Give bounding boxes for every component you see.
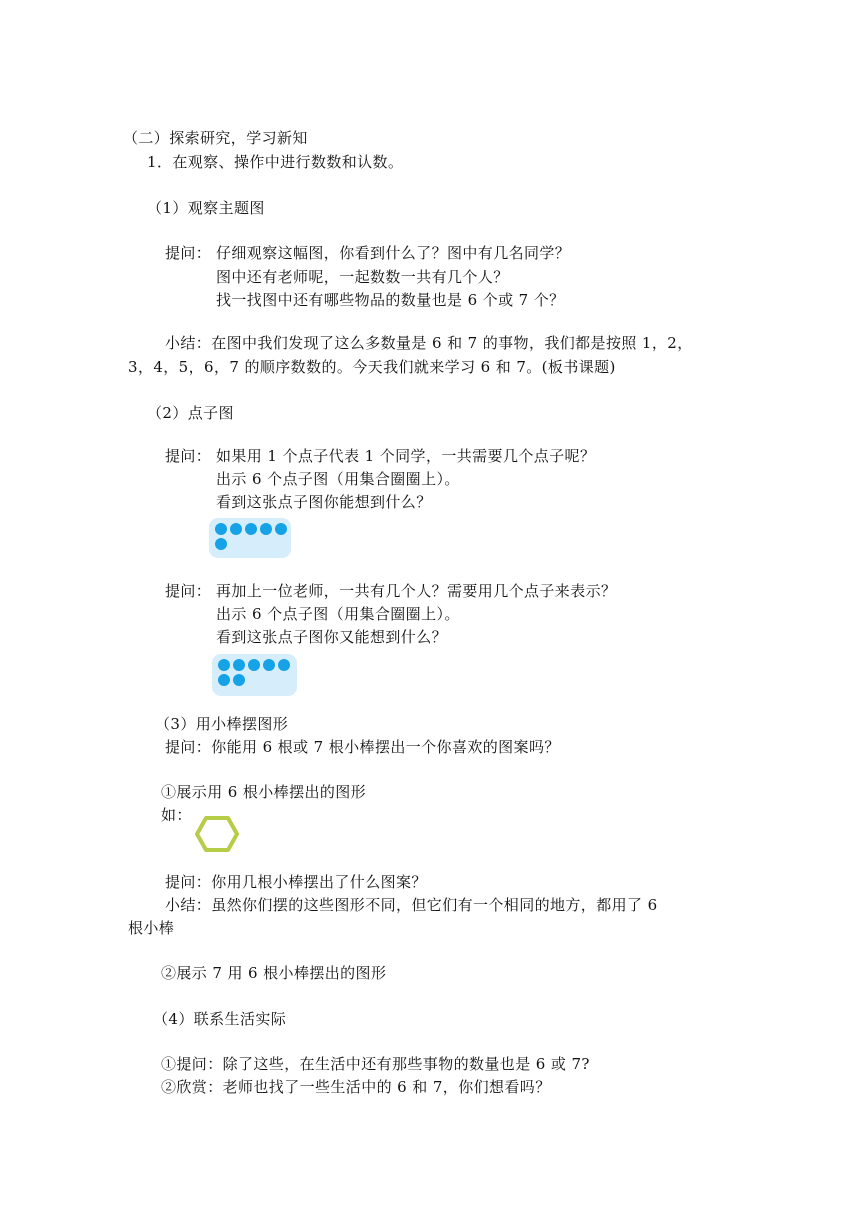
part3-example-label: 如： (161, 806, 192, 824)
part2-title: （2）点子图 (147, 404, 234, 422)
part2-question-b3: 看到这张点子图你又能想到什么？ (216, 628, 448, 646)
part2-question-b2: 出示 6 个点子图（用集合圈圈上）。 (216, 605, 460, 623)
dot (260, 523, 272, 535)
dot (248, 659, 260, 671)
part2-question-label-b: 提问： (165, 582, 212, 600)
dot (278, 659, 290, 671)
dot-set-seven (212, 654, 297, 696)
part3-summary-line1: 小结：虽然你们摆的这些图形不同，但它们有一个相同的地方，都用了 6 (165, 896, 658, 914)
part3-title: （3）用小棒摆图形 (155, 715, 289, 733)
part1-question-2: 图中还有老师呢，一起数数一共有几个人？ (216, 268, 509, 286)
part3-question-2: 提问：你用几根小棒摆出了什么图案？ (165, 873, 427, 891)
section-heading: （二）探索研究，学习新知 (123, 129, 308, 147)
dot (218, 674, 230, 686)
part4-item-2: ②欣赏：老师也找了一些生活中的 6 和 7，你们想看吗？ (161, 1078, 551, 1096)
part2-question-label-a: 提问： (165, 447, 212, 465)
dot-set-six (209, 518, 291, 558)
dot (215, 523, 227, 535)
part1-title: （1）观察主题图 (147, 199, 265, 217)
dot (218, 659, 230, 671)
part1-question-1: 仔细观察这幅图，你看到什么了？图中有几名同学？ (216, 244, 571, 262)
part4-item-1: ①提问：除了这些，在生活中还有那些事物的数量也是 6 或 7? (161, 1055, 590, 1073)
dot (233, 659, 245, 671)
dot (230, 523, 242, 535)
step-1-text: 1．在观察、操作中进行数数和认数。 (147, 153, 404, 171)
hexagon-outline (197, 818, 237, 850)
part1-summary-line1: 小结：在图中我们发现了这么多数量是 6 和 7 的事物，我们都是按照 1，2， (165, 334, 693, 352)
part2-question-a2: 出示 6 个点子图（用集合圈圈上）。 (216, 470, 460, 488)
part2-question-b1: 再加上一位老师，一共有几个人？需要用几个点子来表示？ (216, 582, 617, 600)
part3-show-seven: ②展示 7 用 6 根小棒摆出的图形 (161, 964, 387, 982)
part4-title: （4）联系生活实际 (153, 1010, 287, 1028)
part3-summary-line2: 根小棒 (128, 919, 175, 937)
dot (215, 538, 227, 550)
part2-question-a1: 如果用 1 个点子代表 1 个同学，一共需要几个点子呢？ (216, 447, 596, 465)
part1-summary-line2: 3，4，5，6，7 的顺序数数的。今天我们就来学习 6 和 7。(板书课题) (128, 358, 616, 376)
part1-question-3: 找一找图中还有哪些物品的数量也是 6 个或 7 个？ (216, 291, 565, 309)
hexagon-icon (195, 815, 239, 853)
part3-show-six: ①展示用 6 根小棒摆出的图形 (161, 783, 367, 801)
part1-question-label: 提问： (165, 244, 212, 262)
dot (233, 674, 245, 686)
dot (245, 523, 257, 535)
dot (263, 659, 275, 671)
part3-question-1: 提问：你能用 6 根或 7 根小棒摆出一个你喜欢的图案吗？ (165, 738, 560, 756)
dot (275, 523, 287, 535)
part2-question-a3: 看到这张点子图你能想到什么？ (216, 493, 432, 511)
